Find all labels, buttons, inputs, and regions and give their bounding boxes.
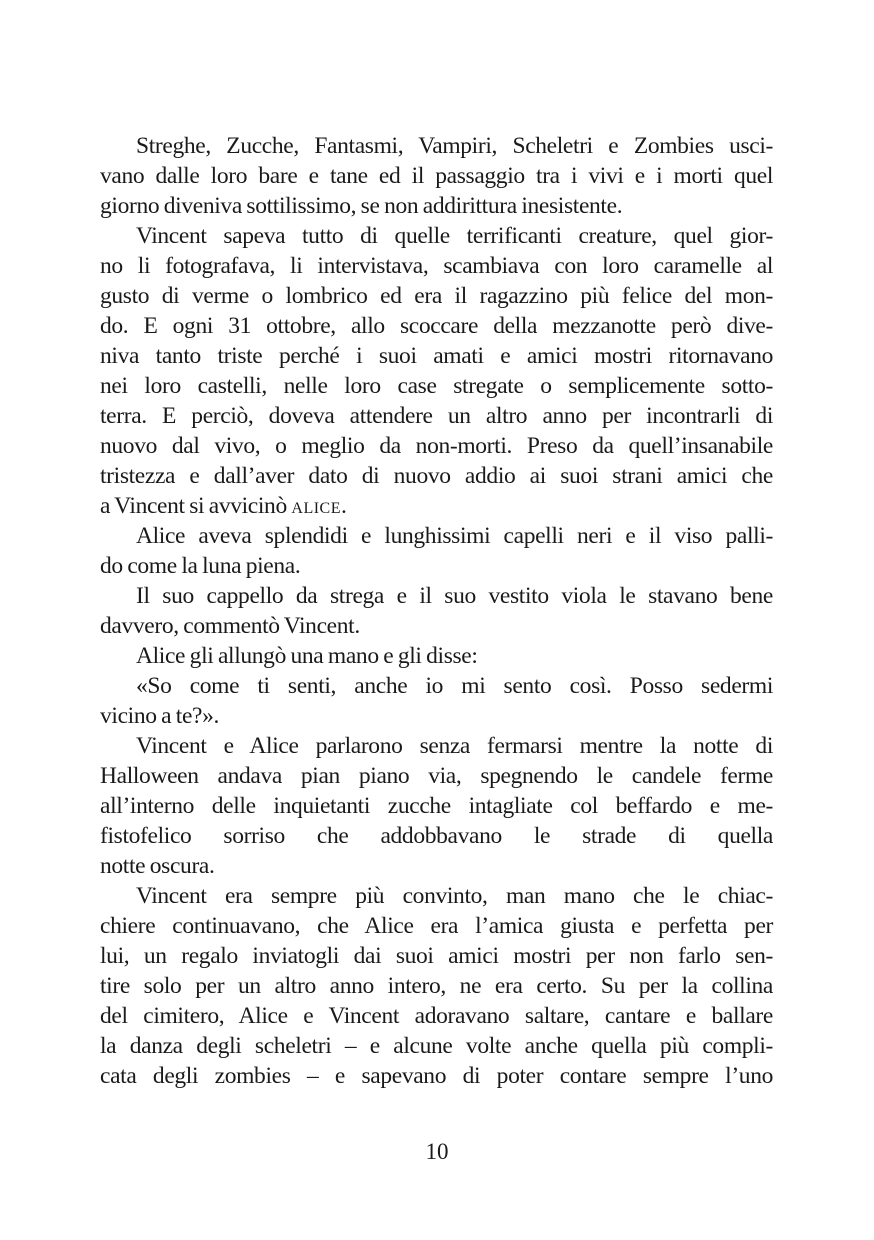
- paragraph: [100, 881, 773, 1091]
- text-line: do. E ogni 31 ottobre, allo scoccare della mezzanotte però dive-: [100, 313, 773, 339]
- text-line: nei loro castelli, nelle loro case stregate o semplicemente sotto-: [100, 373, 773, 399]
- text-line: vicino a te?».: [100, 703, 220, 729]
- text-line: la danza degli scheletri – e alcune volte anche quella più compli-: [100, 1033, 773, 1059]
- text-line: Vincent era sempre più convinto, man mano che le chiac-: [136, 883, 773, 909]
- text-line: lui, un regalo inviatogli dai suoi amici mostri per non farlo sen-: [100, 943, 773, 969]
- text-line: notte oscura.: [100, 853, 215, 879]
- text-line: do come la luna piena.: [100, 553, 301, 579]
- text-line: cata degli zombies – e sapevano di poter contare sempre l’uno: [100, 1063, 773, 1089]
- text-line: Halloween andava pian piano via, spegnendo le candele ferme: [100, 763, 773, 789]
- text-line: all’interno delle inquietanti zucche intagliate col beffardo e me-: [100, 793, 773, 819]
- text-line: davvero, commentò Vincent.: [100, 613, 360, 639]
- text-line: [100, 491, 773, 521]
- text-line: Alice aveva splendidi e lunghissimi capelli neri e il viso palli-: [136, 523, 773, 549]
- text-line: vano dalle loro bare e tane ed il passaggio tra i vivi e i morti quel: [100, 163, 773, 189]
- text-line: gusto di verme o lombrico ed era il ragazzino più felice del mon-: [100, 283, 773, 309]
- text-line: Alice gli allungò una mano e gli disse:: [136, 643, 478, 669]
- paragraph: [100, 581, 773, 641]
- text-line: niva tanto triste perché i suoi amati e amici mostri ritornavano: [100, 343, 773, 369]
- punctuation: .: [341, 493, 347, 519]
- text-line: Il suo cappello da strega e il suo vestito viola le stavano bene: [136, 583, 773, 609]
- paragraph: [100, 671, 773, 731]
- text-line: no li fotografava, li intervistava, scambiava con loro caramelle al: [100, 253, 773, 279]
- page-number: 10: [425, 1139, 449, 1164]
- text-line: tristezza e dall’aver dato di nuovo addio ai suoi strani amici che: [100, 463, 773, 489]
- text-line: fistofelico sorriso che addobbavano le strade di quella: [100, 823, 773, 849]
- text-fragment: a Vincent si avvicinò: [100, 493, 292, 519]
- text-line: tire solo per un altro anno intero, ne era certo. Su per la collina: [100, 973, 773, 999]
- paragraph: [100, 521, 773, 581]
- text-line: «So come ti senti, anche io mi sento così. Posso sedermi: [136, 673, 773, 699]
- text-line: nuovo dal vivo, o meglio da non-morti. Preso da quell’insanabile: [100, 433, 773, 459]
- text-line: terra. E perciò, doveva attendere un altro anno per incontrarli di: [100, 403, 773, 429]
- paragraph: [100, 731, 773, 881]
- paragraph: [100, 221, 773, 521]
- book-page-body: [100, 131, 773, 1091]
- paragraph: [100, 131, 773, 221]
- text-line: chiere continuavano, che Alice era l’amica giusta e perfetta per: [100, 913, 773, 939]
- paragraph: [100, 641, 773, 671]
- text-line: del cimitero, Alice e Vincent adoravano saltare, cantare e ballare: [100, 1003, 773, 1029]
- text-line: Streghe, Zucche, Fantasmi, Vampiri, Scheletri e Zombies usci-: [136, 133, 773, 159]
- character-name-smallcaps: alice: [291, 493, 341, 519]
- text-line: giorno diveniva sottilissimo, se non addirittura inesistente.: [100, 193, 623, 219]
- text-line: Vincent sapeva tutto di quelle terrificanti creature, quel gior-: [136, 223, 773, 249]
- text-line: Vincent e Alice parlarono senza fermarsi mentre la notte di: [136, 733, 773, 759]
